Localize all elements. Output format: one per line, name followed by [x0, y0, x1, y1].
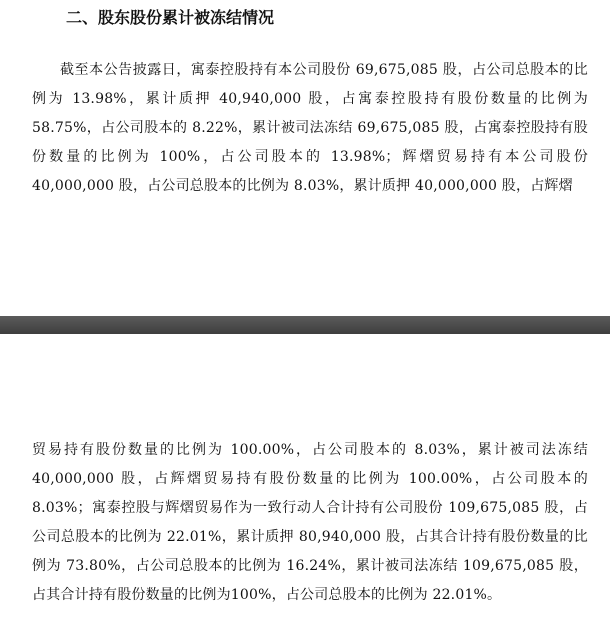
paragraph-frozen-shares-part1: 截至本公告披露日，寓泰控股持有本公司股份 69,675,085 股，占公司总股本的比例为 13.98%，累计质押 40,940,000 股，占寓泰控股持有股份数量的比例为 58.75%，占公司股本的 8.22%，累计被司法冻结 69,675,085 股，占寓泰控股持有股份数量的比例为 100%，占公司股本的 13.98%；辉熠贸易持有本公司股份 40,000,000 股，占公司总股本的比例为 8.03%，累计质押 40,000,000 股，占辉熠: [32, 62, 588, 194]
document-page-bottom: [0, 334, 610, 644]
section-title: 二、股东股份累计被冻结情况: [66, 8, 275, 27]
paragraph-frozen-shares-part2: 贸易持有股份数量的比例为 100.00%，占公司股本的 8.03%，累计被司法冻结 40,000,000 股，占辉熠贸易持有股份数量的比例为 100.00%，占公司股本的 8.03%；寓泰控股与辉熠贸易作为一致行动人合计持有公司股份 109,675,085 股，占公司总股本的比例为 22.01%，累计质押 80,940,000 股，占其合计持有股份数量的比例为 73.80%，占公司总股本的比例为 16.24%，累计被司法冻结 109,675,085 股，占其合计持有股份数量的比例为100%，占公司总股本的比例为 22.01%。: [32, 442, 588, 603]
page-separator: [0, 316, 610, 334]
document-page-top: [0, 0, 610, 316]
